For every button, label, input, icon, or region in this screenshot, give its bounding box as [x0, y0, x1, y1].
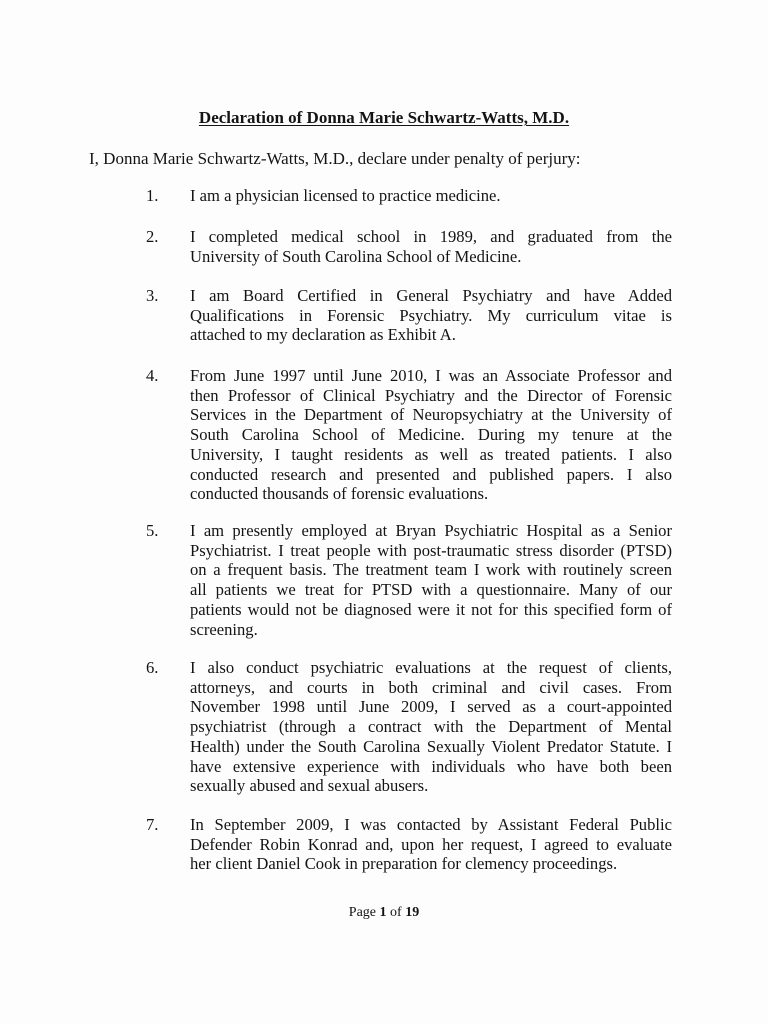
paragraph-text — [190, 815, 672, 874]
paragraph-text — [190, 227, 672, 266]
page-label: Page — [348, 905, 380, 920]
paragraph-line: South Carolina School of Medicine. During my tenure at the — [190, 425, 672, 445]
paragraph-text — [190, 186, 672, 206]
paragraph-line: From June 1997 until June 2010, I was an Associate Professor and — [190, 366, 672, 385]
page-number-footer — [0, 905, 768, 921]
paragraph-text — [190, 366, 672, 504]
paragraph-5 — [146, 521, 672, 639]
paragraph-line: her client Daniel Cook in preparation for clemency proceedings. — [190, 854, 618, 874]
paragraph-line: I also conduct psychiatric evaluations at the request of clients, — [190, 658, 672, 677]
paragraph-line: have extensive experience with individuals who have both been — [190, 756, 672, 776]
paragraph-2 — [146, 227, 672, 266]
total-page-count: 19 — [405, 905, 420, 920]
paragraph-line: Psychiatrist. I treat people with post-traumatic stress disorder (PTSD) — [190, 540, 672, 560]
paragraph-line: I am presently employed at Bryan Psychiatric Hospital as a Senior — [190, 521, 672, 540]
paragraph-1 — [146, 186, 672, 206]
paragraph-text — [190, 521, 672, 639]
paragraph-line: on a frequent basis. The treatment team I work with routinely screen — [190, 560, 672, 580]
paragraph-line: attorneys, and courts in both criminal and civil cases. From — [190, 677, 672, 697]
paragraph-line: University, I taught residents as well as treated patients. I also — [190, 444, 672, 464]
document-title: Declaration of Donna Marie Schwartz-Watts, M.D. — [198, 108, 570, 127]
paragraph-line: sexually abused and sexual abusers. — [190, 776, 429, 796]
paragraph-line: attached to my declaration as Exhibit A. — [190, 325, 456, 345]
paragraph-line: psychiatrist (through a contract with the Department of Mental — [190, 717, 672, 737]
paragraph-6 — [146, 658, 672, 796]
paragraph-number: 2. — [146, 227, 159, 246]
paragraph-line: patients would not be diagnosed were it not for this specified form of — [190, 599, 672, 619]
paragraph-3 — [146, 286, 672, 345]
current-page-number: 1 — [379, 905, 387, 920]
paragraph-line: Defender Robin Konrad and, upon her request, I agreed to evaluate — [190, 834, 672, 854]
paragraph-line: then Professor of Clinical Psychiatry and the Director of Forensic — [190, 385, 672, 405]
paragraph-line: conducted thousands of forensic evaluations. — [190, 484, 489, 504]
paragraph-number: 7. — [146, 815, 159, 834]
paragraph-number: 1. — [146, 186, 159, 205]
paragraph-line: Qualifications in Forensic Psychiatry. My curriculum vitae is — [190, 305, 672, 325]
paragraph-line: I completed medical school in 1989, and graduated from the — [190, 227, 672, 246]
paragraph-number: 4. — [146, 366, 159, 385]
paragraph-text — [190, 658, 672, 796]
paragraph-line: screening. — [190, 619, 258, 639]
declaration-intro: I, Donna Marie Schwartz-Watts, M.D., declare under penalty of perjury: — [89, 149, 581, 168]
paragraph-7 — [146, 815, 672, 874]
paragraph-4 — [146, 366, 672, 504]
paragraph-line: all patients we treat for PTSD with a questionnaire. Many of our — [190, 580, 672, 600]
paragraph-number: 6. — [146, 658, 159, 677]
paragraph-line: Services in the Department of Neuropsychiatry at the University of — [190, 405, 672, 425]
paragraph-line: November 1998 until June 2009, I served as a court-appointed — [190, 697, 672, 717]
paragraph-number: 3. — [146, 286, 159, 305]
paragraph-line: conducted research and presented and published papers. I also — [190, 464, 672, 484]
page-separator: of — [386, 905, 406, 920]
paragraph-line: In September 2009, I was contacted by Assistant Federal Public — [190, 815, 672, 834]
paragraph-text — [190, 286, 672, 345]
paragraph-number: 5. — [146, 521, 159, 540]
paragraph-line: University of South Carolina School of Medicine. — [190, 246, 522, 266]
paragraph-line: Health) under the South Carolina Sexually Violent Predator Statute. I — [190, 736, 672, 756]
paragraph-line: I am Board Certified in General Psychiatry and have Added — [190, 286, 672, 305]
paragraph-line: I am a physician licensed to practice medicine. — [190, 186, 501, 205]
